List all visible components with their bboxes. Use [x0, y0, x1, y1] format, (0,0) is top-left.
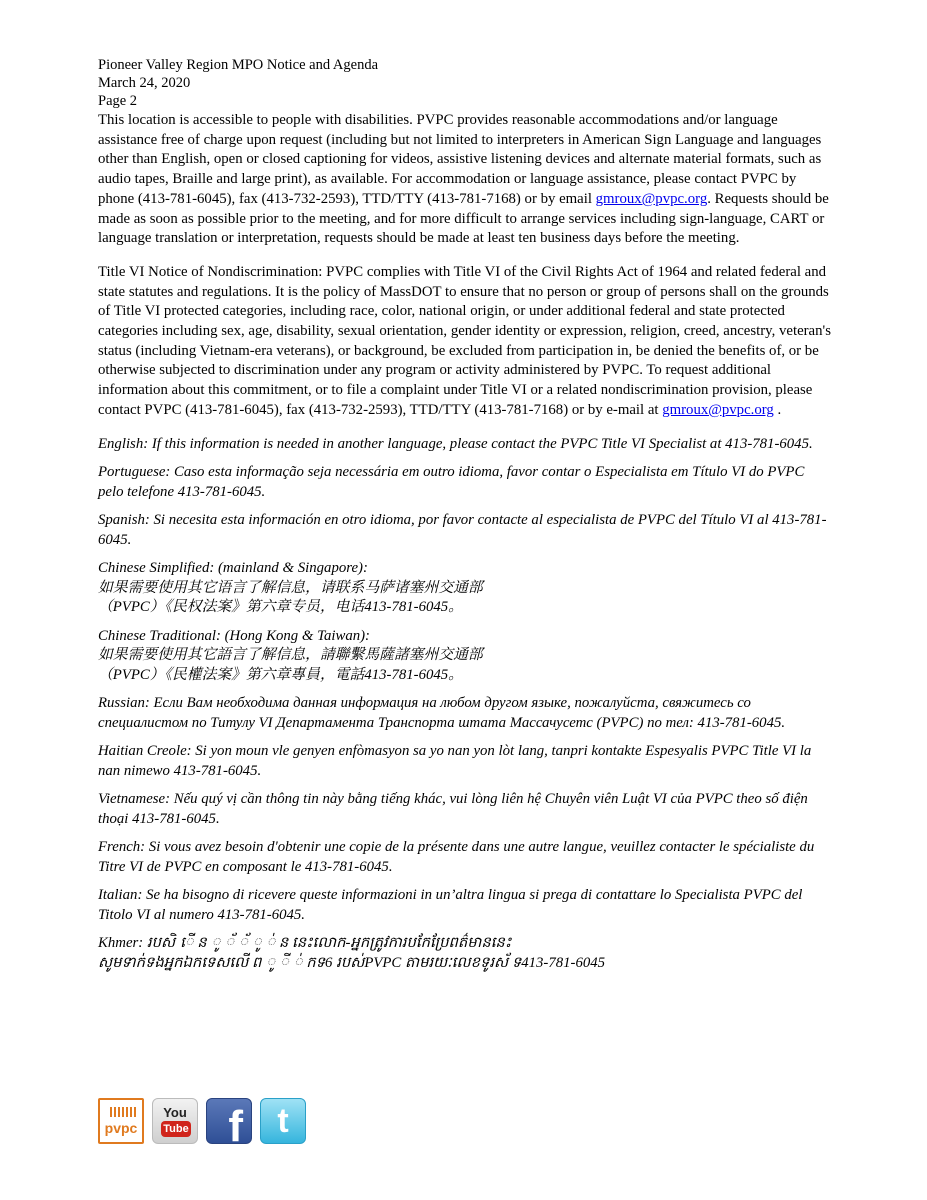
chinese-simplified-line-2: （PVPC）《民权法案》第六章专员，电话413-781-6045。: [98, 599, 463, 616]
pvpc-logo-stripes: [110, 1107, 138, 1117]
accessibility-paragraph: [98, 111, 833, 249]
chinese-traditional-label: Chinese Traditional: (Hong Kong & Taiwan):: [98, 627, 370, 644]
khmer-line-2: សូមទាក់ទងអ្នកឯកទេសលើ ព ូ ី ់ កទ6 របស់PVPC តាមរយៈលេខទូរស័ ទ413-781-6045: [98, 954, 606, 971]
pvpc-logo-text: pvpc: [104, 1120, 138, 1136]
title-vi-text-1: Title VI Notice of Nondiscrimination: PVPC complies with Title VI of the Civil Rights Act of 1964 and related federal and state statutes and regulations. It is the policy of MassDOT to ensure that no person or group of persons shall on the grounds of Title VI protected categories, including race, color, national origin, or under additional federal and state protected categories including sex, age, disability, sexual orientation, gender identity or expression, religion, creed, ancestry, veteran's status (including Vietnam-era veterans), or background, be excluded from participation in, be denied the benefits of, or be otherwise subjected to discrimination under any program or activity administered by PVPC. To request additional information about this commitment, or to file a complaint under Title VI or a related nondiscrimination provision, please contact PVPC (413-781-6045), fax (413-732-2593), TTD/TTY (413-781-7168) or by e-mail at: [98, 263, 831, 418]
notice-italian: Italian: Se ha bisogno di ricevere queste informazioni in un’altra lingua si prega di contattare lo Specialista PVPC del Titolo VI al numero 413-781-6045.: [98, 887, 803, 923]
document-header: [98, 56, 833, 110]
notice-khmer: [98, 934, 833, 973]
chinese-traditional-line-2: （PVPC）《民權法案》第六章專員，電話413-781-6045。: [98, 666, 463, 683]
notice-english: English: If this information is needed in another language, please contact the PVPC Title VI Specialist at 413-781-6045.: [98, 435, 813, 452]
notice-russian: Russian: Если Вам необходима данная информация на любом другом языке, пожалуйста, свяжитесь со специалистом по Титулу VI Департамента Транспорта штата Массачусетс (PVPC) по тел: 413-781-6045.: [98, 695, 786, 731]
notice-chinese-simplified: [98, 559, 833, 618]
notice-chinese-traditional: [98, 627, 833, 686]
notice-french: French: Si vous avez besoin d'obtenir une copie de la présente dans une autre langue, veuillez contacter le spécialiste du Titre VI de PVPC en composant le 413-781-6045.: [98, 839, 815, 875]
youtube-tube-text: Tube: [161, 1121, 191, 1137]
twitter-glyph: t: [277, 1102, 289, 1140]
accessibility-text-2: . Requests should be made as soon as possible prior to the meeting, and for more difficult to arrange services including sign-language, CART or language translation or interpretation, requests should be made at least ten business days before the meeting.: [98, 190, 829, 247]
chinese-simplified-label: Chinese Simplified: (mainland & Singapore):: [98, 560, 368, 577]
social-icons: [98, 1098, 306, 1144]
title-vi-email-link[interactable]: gmroux@pvpc.org: [662, 401, 774, 418]
pvpc-logo-icon[interactable]: [98, 1098, 144, 1144]
notice-spanish: Spanish: Si necesita esta información en otro idioma, por favor contacte al especialista de PVPC del Título VI al 413-781-6045.: [98, 512, 827, 548]
youtube-icon[interactable]: [152, 1098, 198, 1144]
document-page: [98, 56, 833, 973]
khmer-line-1: Khmer: របសិ ើ ន ូ ័ ័ ូ ់ ន នេះលោក-អ្នកត្រូវការបកែប្រែពត៌មាននេះ: [98, 935, 512, 952]
facebook-glyph: f: [228, 1102, 243, 1144]
header-title: Pioneer Valley Region MPO Notice and Agenda: [98, 57, 379, 73]
twitter-icon[interactable]: [260, 1098, 306, 1144]
header-page-number: Page 2: [98, 93, 138, 109]
notice-vietnamese: Vietnamese: Nếu quý vị cần thông tin này bằng tiếng khác, vui lòng liên hệ Chuyên viên Luật VI của PVPC theo số điện thoại 413-781-6045.: [98, 791, 808, 827]
chinese-simplified-line-1: 如果需要使用其它语言了解信息，请联系马萨诸塞州交通部: [98, 579, 483, 596]
title-vi-text-2: .: [773, 401, 782, 418]
youtube-you-text: You: [163, 1105, 187, 1120]
chinese-traditional-line-1: 如果需要使用其它語言了解信息，請聯繫馬薩諸塞州交通部: [98, 647, 483, 664]
notice-portuguese: Portuguese: Caso esta informação seja necessária em outro idioma, favor contar o Especialista em Título VI do PVPC pelo telefone 413-781-6045.: [98, 464, 805, 500]
title-vi-paragraph: [98, 263, 833, 421]
notice-haitian-creole: Haitian Creole: Si yon moun vle genyen enfòmasyon sa yo nan yon lòt lang, tanpri kontakte Espesyalis PVPC Title VI la nan nimewo 413-781-6045.: [98, 743, 812, 779]
accessibility-text-1: This location is accessible to people with disabilities. PVPC provides reasonable accommodations and/or language assistance free of charge upon request (including but not limited to interpreters in American Sign Language and languages other than English, open or closed captioning for videos, assistive listening devices and alternate material formats, such as audio tapes, Braille and large print), as available. For accommodation or language assistance, please contact PVPC by phone (413-781-6045), fax (413-732-2593), TTD/TTY (413-781-7168) or by email: [98, 112, 822, 207]
facebook-icon[interactable]: [206, 1098, 252, 1144]
header-date: March 24, 2020: [98, 75, 191, 91]
accessibility-email-link[interactable]: gmroux@pvpc.org: [595, 190, 708, 207]
